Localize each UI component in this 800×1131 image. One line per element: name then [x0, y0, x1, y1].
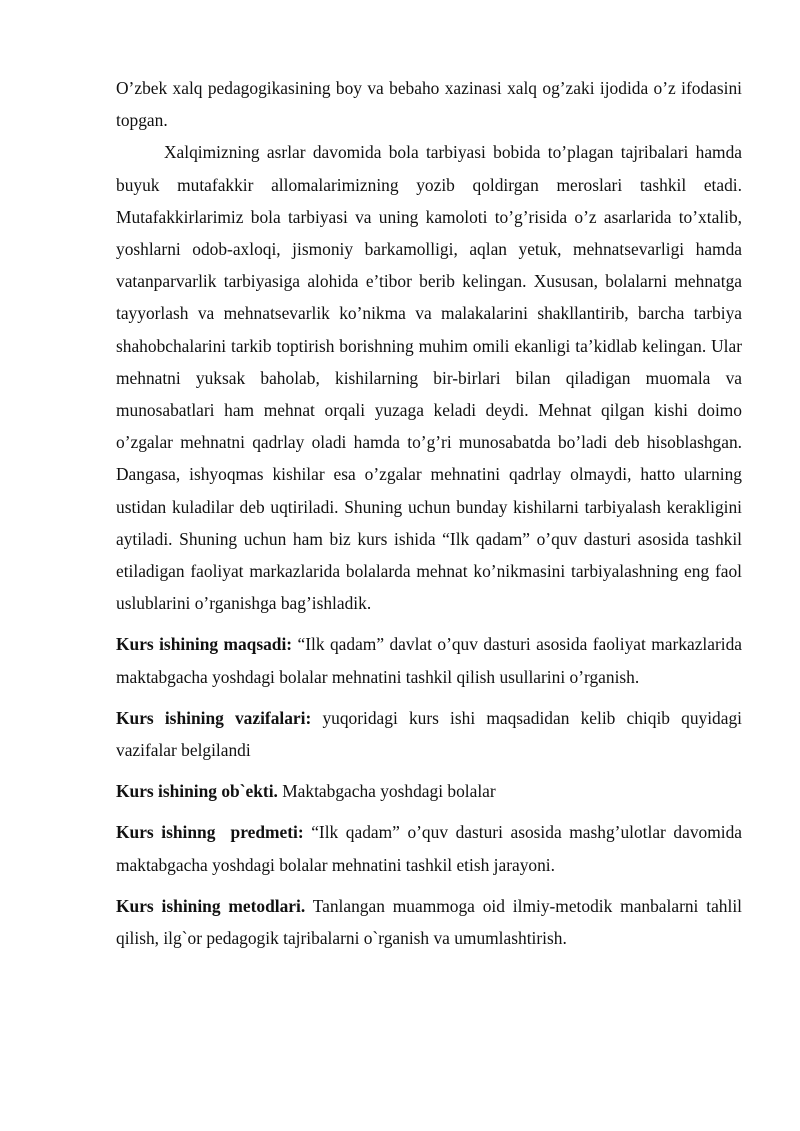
section-tasks-text: yuqoridagi kurs ishi maqsadidan kelib chiqib quyidagi vazifalar belgilandi [116, 707, 742, 761]
section-methods [116, 890, 742, 954]
section-tasks-label: Kurs ishining vazifalari: [116, 707, 312, 728]
section-subject-text: “Ilk qadam” o’quv dasturi asosida mashg’ulotlar davomida maktabgacha yoshdagi bolalar mehnatini tashkil etish jarayoni. [116, 822, 742, 875]
section-object-label: Kurs ishining ob`ekti. [116, 781, 278, 802]
intro-paragraph: O’zbek xalq pedagogikasining boy va bebaho xazinasi xalq og’zaki ijodida o’z ifodasini topgan. [116, 78, 742, 131]
section-methods-text: Tanlangan muammoga oid ilmiy-metodik manbalarni tahlil qilish, ilg`or pedagogik tajribalarni o`rganish va umumlashtirish. [116, 895, 742, 949]
section-methods-label: Kurs ishining metodlari. [116, 895, 306, 916]
section-goal [116, 628, 742, 692]
section-tasks [116, 702, 742, 766]
section-subject-label: Kurs ishinng predmeti: [116, 822, 304, 843]
section-goal-label: Kurs ishining maqsadi: [116, 634, 293, 655]
section-object-text: Maktabgacha yoshdagi bolalar [277, 781, 496, 802]
section-goal-text: “Ilk qadam” davlat o’quv dasturi asosida faoliyat markazlarida maktabgacha yoshdagi bolalar mehnatini tashkil qilish usullarini o’rganish. [116, 634, 743, 687]
section-subject [116, 816, 742, 880]
section-object [116, 775, 742, 807]
body-paragraph: Xalqimizning asrlar davomida bola tarbiyasi bobida to’plagan tajribalari hamda buyuk mutafakkir allomalarimizning yozib qoldirgan meroslari tashkil etadi. Mutafakkirlarimiz bola tarbiyasi va uning kamoloti to’g’risida o’z asarlarida to’xtalib, yoshlarni odob-axloqi, jismoniy barkamolligi, aqlan yetuk, mehnatsevarligi hamda vatanparvarlik tarbiyasiga alohida e’tibor berib kelingan. Xususan, bolalarni mehnatga tayyorlash va mehnatsevarlik ko’nikma va malakalarini shakllantirib, barcha tarbiya shahobchalarini tarkib toptirish borishning muhim omili ekanligi ta’kidlab kelingan. Ular mehnatni yuksak baholab, kishilarning bir-birlari bilan qiladigan muomala va munosabatlari ham mehnat orqali yuzaga keladi deydi. Mehnat qilgan kishi doimo o’zgalar mehnatni qadrlay oladi hamda to’g’ri munosabatda bo’ladi deb hisoblashgan. Dangasa, ishyoqmas kishilar esa o’zgalar mehnatini qadrlay olmaydi, hatto ularning ustidan kuladilar deb uqtiriladi. Shuning uchun bunday kishilarni tarbiyalash kerakligini aytiladi. Shuning uchun ham biz kurs ishida “Ilk qadam” o’quv dasturi asosida tashkil etiladigan faoliyat markazlarida bolalarda mehnat ko’nikmasini tarbiyalashning eng faol uslublarini o’rganishga bag’ishladik. [116, 142, 742, 614]
document-page [116, 72, 742, 954]
